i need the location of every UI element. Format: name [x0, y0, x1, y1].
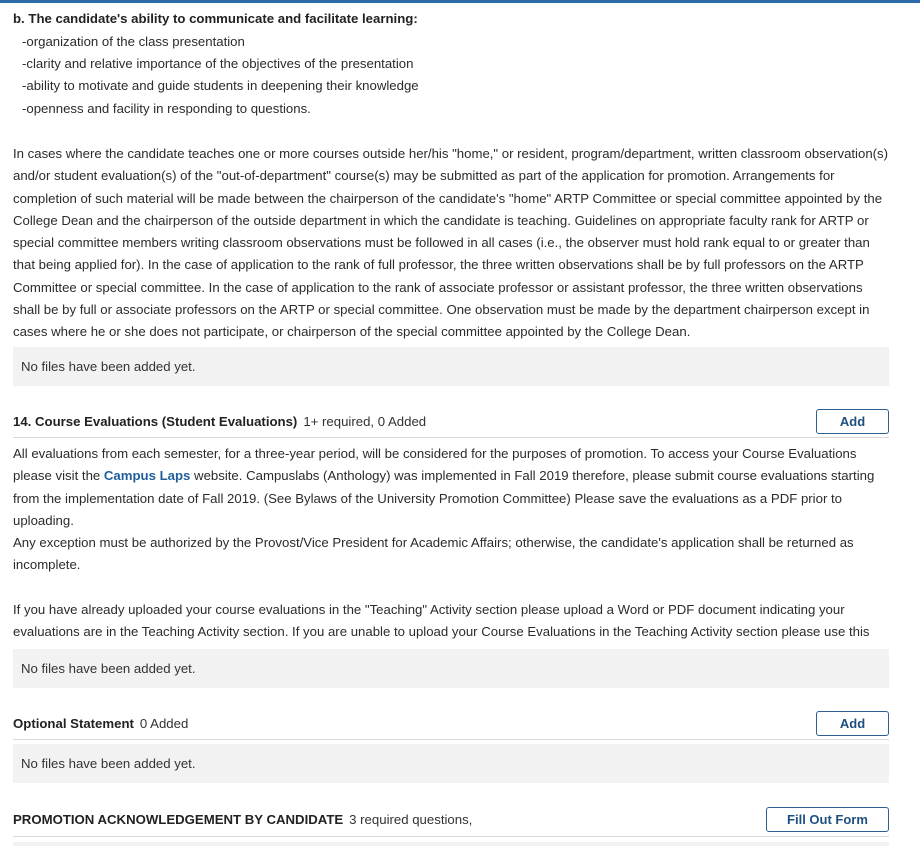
observation-instructions: [13, 143, 891, 344]
section-divider: [13, 739, 889, 740]
course-evaluations-files-empty: [13, 649, 889, 688]
acknowledgement-title: PROMOTION ACKNOWLEDGEMENT BY CANDIDATE: [13, 812, 344, 827]
criteria-b-item: -organization of the class presentation: [22, 34, 245, 49]
course-evaluations-description: [13, 443, 891, 666]
course-evaluations-title: 14. Course Evaluations (Student Evaluations): [13, 414, 298, 429]
course-evaluations-header: [13, 409, 889, 435]
campus-laps-link[interactable]: Campus Laps: [103, 468, 191, 484]
course-evaluations-teaching-note: If you have already uploaded your course evaluations in the "Teaching" Activity section please upload a Word or PDF document indicating your evaluations are in the Teaching Activity section. If you are unable to upload your Course Evaluations in the Teaching Activity section please use this: [13, 602, 870, 640]
course-evaluations-intro: [13, 443, 891, 532]
no-files-message: No files have been added yet.: [21, 359, 196, 374]
optional-statement-files-empty: [13, 744, 889, 783]
acknowledgement-count: 3 required questions,: [349, 812, 473, 827]
section-divider: [13, 437, 889, 438]
course-evaluations-exception: Any exception must be authorized by the Provost/Vice President for Academic Affairs; otherwise, the candidate's application shall be returned as incomplete.: [13, 535, 854, 573]
intro-text-continued: website. Campuslabs (Anthology) was implemented in Fall 2019 therefore, please submit course evaluations starting from the implementation date of Fall 2019. (See Bylaws of the University Promotion Committee) Please save the evaluations as a PDF prior to uploading.: [13, 468, 875, 528]
criteria-b-item: -clarity and relative importance of the objectives of the presentation: [22, 56, 414, 71]
intro-text: All evaluations from each semester, for a three-year period, will be considered for the purposes of promotion. To access your Course Evaluations please visit the: [13, 446, 857, 484]
observation-files-empty: [13, 347, 889, 386]
optional-statement-header: [13, 711, 889, 737]
no-files-message: No files have been added yet.: [21, 661, 196, 676]
add-course-evaluation-button[interactable]: Add: [816, 409, 889, 434]
criteria-b-title: b. The candidate's ability to communicate and facilitate learning:: [13, 11, 418, 26]
add-optional-statement-button[interactable]: Add: [816, 711, 889, 736]
acknowledgement-box-edge: [13, 842, 889, 846]
criteria-b-item: -openness and facility in responding to questions.: [22, 101, 311, 116]
course-evaluations-count: 1+ required, 0 Added: [303, 414, 427, 429]
optional-statement-count: 0 Added: [139, 716, 189, 731]
criteria-b-item: -ability to motivate and guide students in deepening their knowledge: [22, 78, 419, 93]
no-files-message: No files have been added yet.: [21, 756, 196, 771]
optional-statement-title: Optional Statement: [13, 716, 134, 731]
top-accent-rule: [0, 0, 920, 3]
fill-out-form-button[interactable]: Fill Out Form: [766, 807, 889, 832]
acknowledgement-header: [13, 807, 889, 833]
observation-paragraph: In cases where the candidate teaches one or more courses outside her/his "home," or resident, program/department, written classroom observation(s) and/or student evaluation(s) of the "out-of-department" course(s) may be submitted as part of the application for promotion. Arrangements for completion of such material will be made between the chairperson of the candidate's "home" ARTP Committee or special committee appointed by the College Dean and the chairperson of the outside department in which the candidate is teaching. Guidelines on appropriate faculty rank for ARTP or special committee members writing classroom observations must be followed in all cases (i.e., the observer must hold rank equal to or greater than that being applied for). In the case of application to the rank of full professor, the three written observations shall be by full professors on the ARTP Committee or special committee. In the case of application to the rank of associate professor or assistant professor, the three written observations shall be by full or associate professors on the ARTP or special committee. One observation must be made by the department chairperson except in cases where he or she does not participate, or chairperson of the special committee appointed by the College Dean.: [13, 146, 889, 340]
section-divider: [13, 836, 889, 837]
